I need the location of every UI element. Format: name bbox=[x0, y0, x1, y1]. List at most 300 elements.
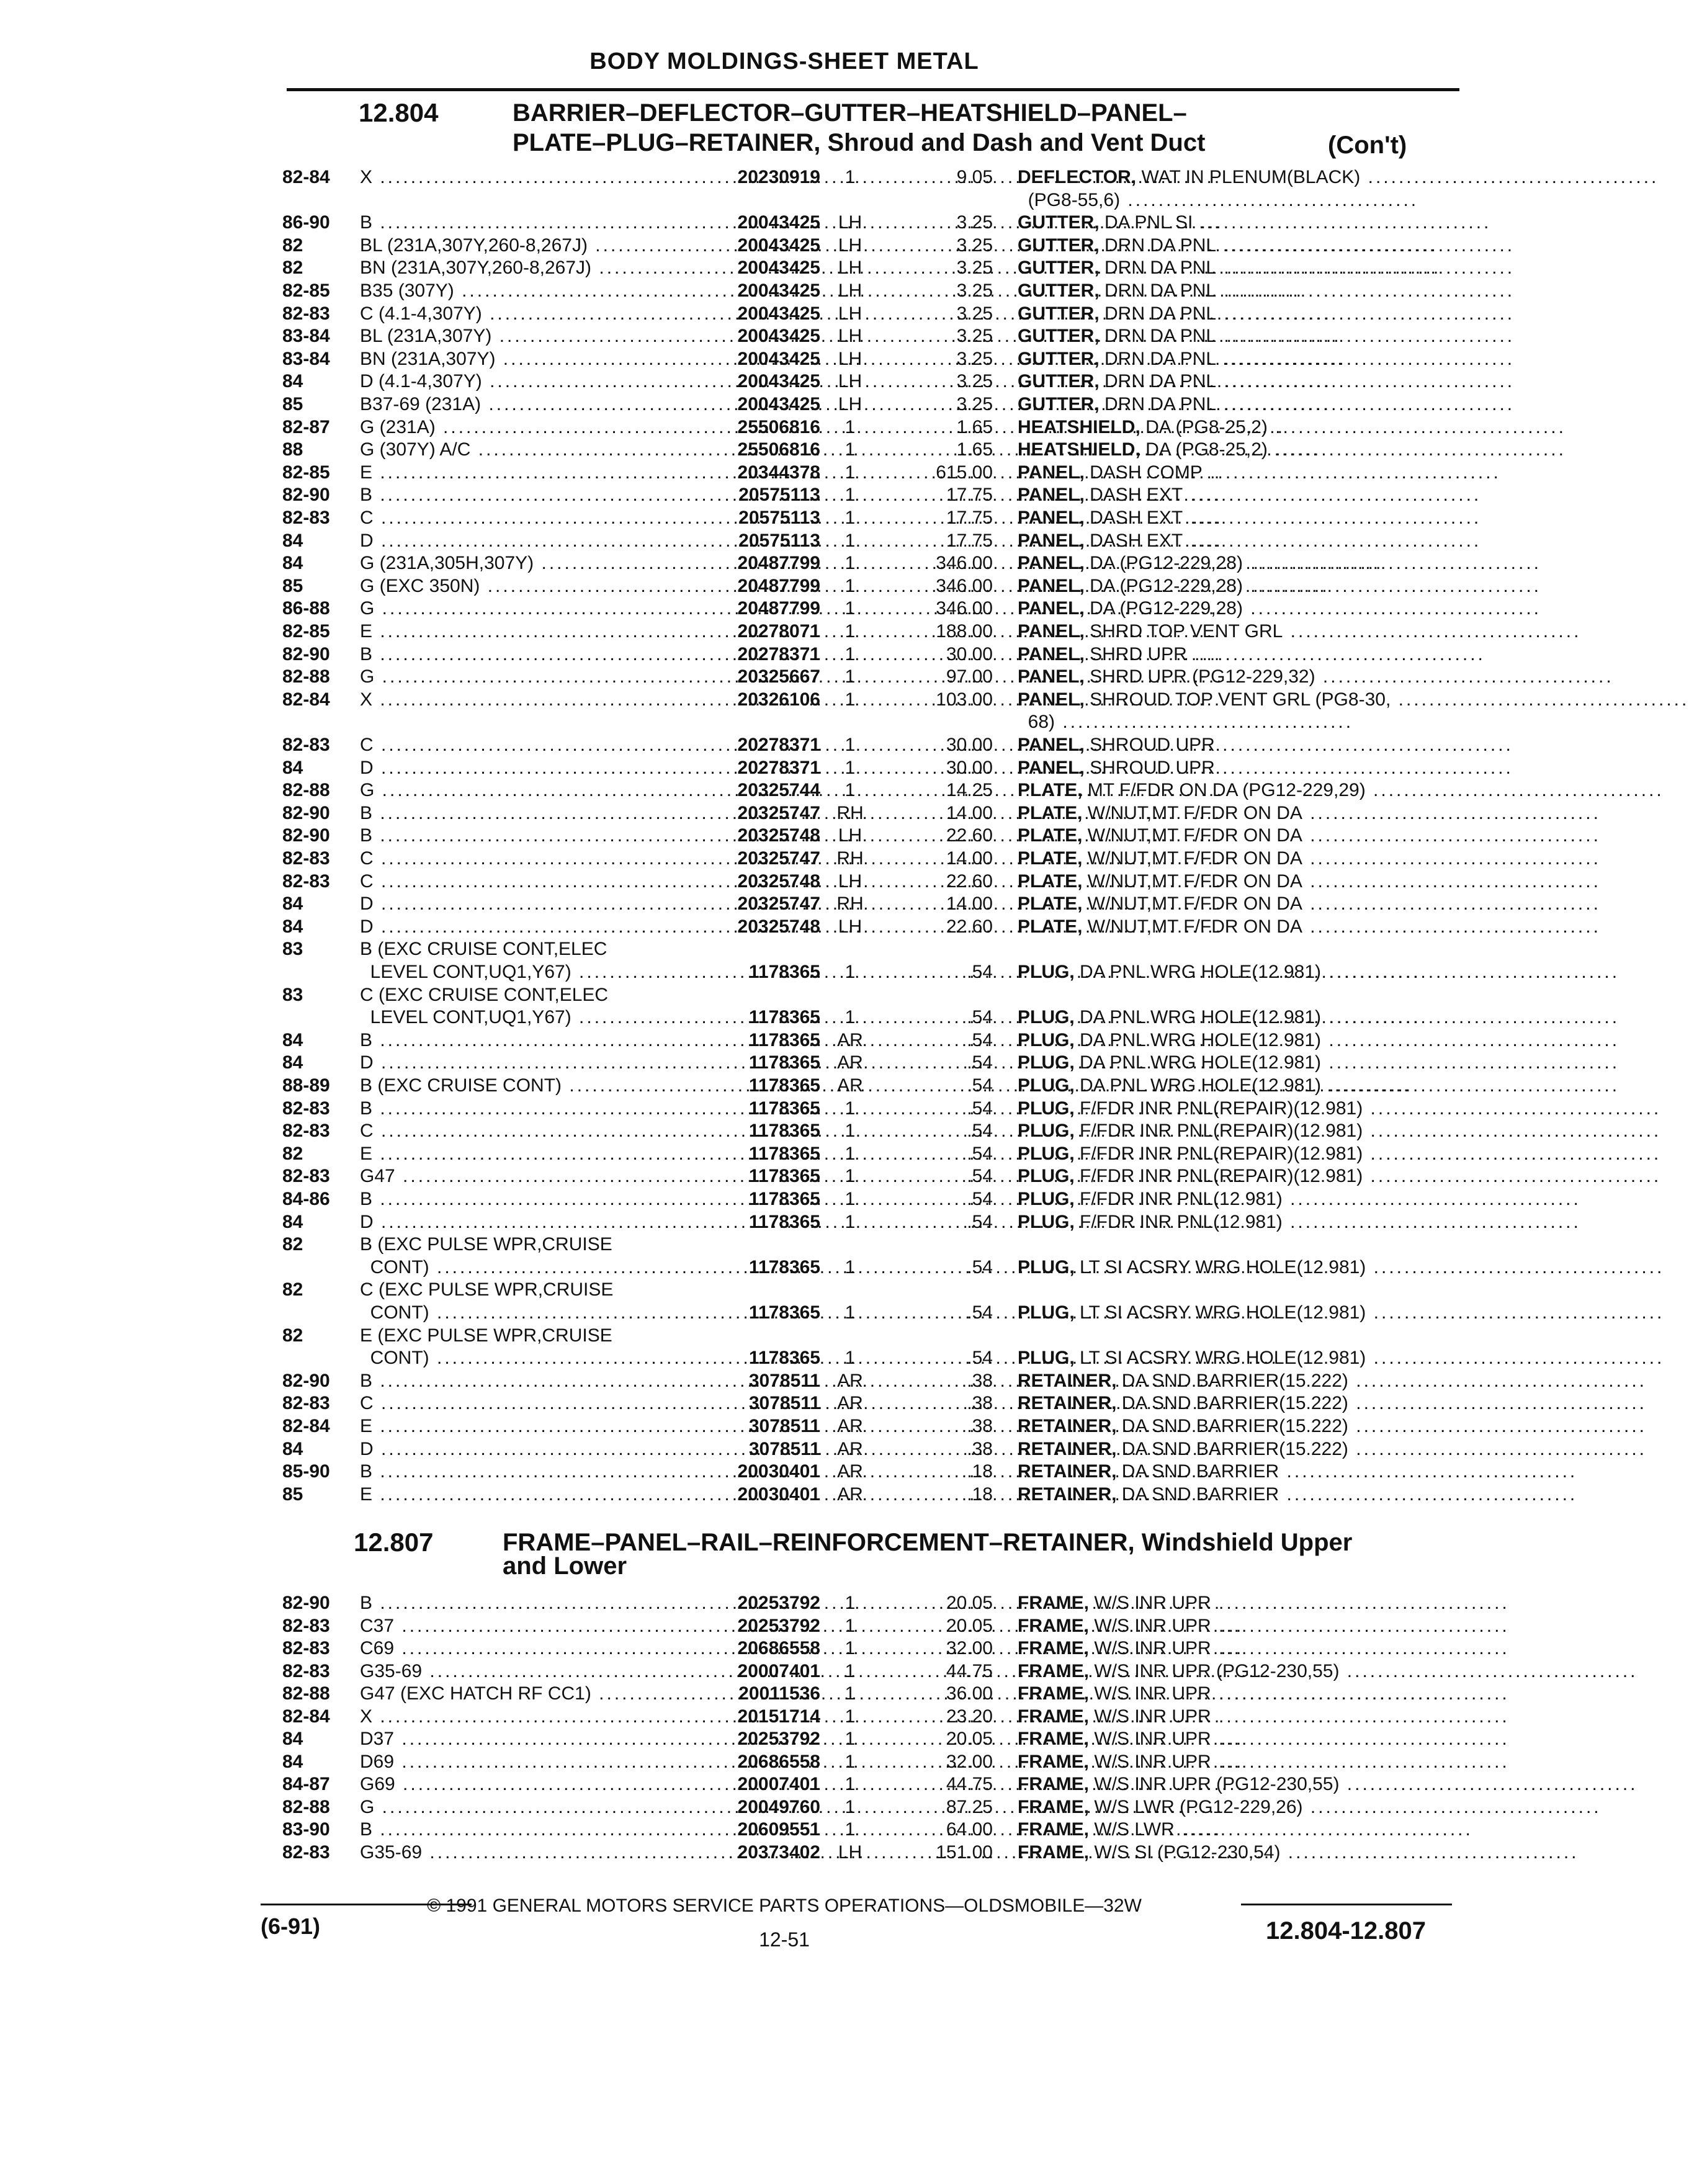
quantity: AR bbox=[837, 1075, 863, 1096]
table-row bbox=[0, 1325, 1569, 1347]
part-description bbox=[1018, 779, 1664, 802]
table-row bbox=[0, 530, 1569, 552]
part-number: 20686558 bbox=[737, 1638, 820, 1658]
part-detail: DA SND BARRIER bbox=[1116, 1461, 1279, 1482]
part-detail: F/FDR INR PNL(REPAIR)(12.981) bbox=[1074, 1166, 1363, 1187]
price: .38 bbox=[967, 1370, 993, 1391]
price: 3.25 bbox=[956, 280, 993, 301]
part-detail: F/FDR INR PNL(REPAIR)(12.981) bbox=[1074, 1143, 1363, 1164]
part-detail: W/S INR UPR bbox=[1089, 1751, 1211, 1772]
section-2-title-line1: FRAME–PANEL–RAIL–REINFORCEMENT–RETAINER, Windshield Upper bbox=[503, 1529, 1353, 1556]
leader-dots: ...................................... bbox=[1214, 757, 1513, 778]
price: 20.05 bbox=[946, 1593, 993, 1613]
price: 14.25 bbox=[946, 780, 993, 801]
part-description bbox=[1018, 1302, 1665, 1324]
model-code: LEVEL CONT,UQ1,Y67) ..... bbox=[360, 961, 683, 983]
part-name: FRAME, bbox=[1018, 1729, 1089, 1749]
table-row bbox=[0, 711, 1569, 733]
part-number: 1178365 bbox=[748, 1302, 820, 1323]
part-number: 20253792 bbox=[737, 1593, 820, 1613]
part-name: DEFLECTOR, bbox=[1018, 167, 1137, 187]
price: 22.60 bbox=[946, 870, 993, 892]
model-code: B ..... bbox=[360, 1370, 683, 1392]
part-name: RETAINER, bbox=[1018, 1370, 1117, 1391]
quantity: 1 bbox=[844, 439, 856, 460]
part-name: PLUG, bbox=[1018, 1121, 1075, 1142]
part-description bbox=[1018, 212, 1492, 234]
part-detail: DA SND BARRIER(15.222) bbox=[1116, 1370, 1348, 1391]
price: 3.25 bbox=[956, 303, 993, 324]
model-year: 82-88 bbox=[282, 780, 330, 801]
part-detail: DRN DA PNL bbox=[1099, 371, 1217, 392]
quantity: 1 bbox=[844, 780, 856, 801]
model-year: 86-90 bbox=[282, 212, 330, 233]
part-detail: F/FDR INR PNL(12.981) bbox=[1074, 1211, 1283, 1232]
model-code: G35-69 ..... bbox=[360, 1842, 683, 1864]
part-name: RETAINER, bbox=[1018, 1438, 1117, 1459]
quantity: AR bbox=[837, 1461, 863, 1482]
quantity: 1 bbox=[844, 530, 856, 551]
table-row bbox=[0, 1728, 1569, 1750]
leader-dots: ...................................... bbox=[1302, 916, 1601, 937]
leader-dots: ...................................... bbox=[1186, 643, 1485, 665]
part-detail: DA SND BARRIER(15.222) bbox=[1116, 1416, 1348, 1436]
leader-dots: ...................................... bbox=[1267, 439, 1566, 460]
leader-dots: ...................................... bbox=[1211, 1706, 1510, 1727]
quantity: 1 bbox=[844, 575, 856, 596]
part-name: PLATE, bbox=[1018, 780, 1083, 801]
leader-dots: ...................................... bbox=[1183, 485, 1482, 506]
part-number: 3078511 bbox=[748, 1438, 820, 1459]
model-code: D ..... bbox=[360, 1052, 683, 1074]
part-description bbox=[1018, 1415, 1647, 1438]
table-row bbox=[0, 779, 1664, 802]
quantity: 1 bbox=[844, 1729, 856, 1749]
quantity: 1 bbox=[844, 1302, 856, 1323]
model-year: 84 bbox=[282, 530, 303, 551]
part-detail: W/NUT,MT F/FDR ON DA bbox=[1082, 825, 1302, 846]
leader-dots: ...................................... bbox=[1348, 1416, 1647, 1436]
quantity: 1 bbox=[844, 1819, 856, 1840]
model-year: 82 bbox=[282, 1234, 303, 1255]
model-year: 82-83 bbox=[282, 1166, 330, 1187]
model-code: D ..... bbox=[360, 1438, 683, 1461]
part-detail: WAT IN PLENUM(BLACK) bbox=[1136, 167, 1361, 187]
price: 17.75 bbox=[946, 530, 993, 551]
quantity: 1 bbox=[844, 598, 856, 619]
model-code: D ..... bbox=[360, 757, 683, 779]
table-row bbox=[0, 212, 1569, 234]
quantity: 1 bbox=[844, 1166, 856, 1187]
table-row bbox=[0, 462, 1569, 484]
leader-dots: ...................................... bbox=[1242, 598, 1542, 619]
model-code: C ..... bbox=[360, 1392, 683, 1415]
model-code: E ..... bbox=[360, 1415, 683, 1438]
leader-dots: ...................................... bbox=[1183, 508, 1482, 528]
part-description bbox=[1018, 1751, 1510, 1773]
leader-dots: ...................................... bbox=[1302, 802, 1601, 823]
part-detail: LT SI ACSRY WRG HOLE(12.981) bbox=[1074, 1348, 1366, 1369]
model-year: 82 bbox=[282, 257, 303, 279]
leader-dots: ...................................... bbox=[1363, 1098, 1662, 1119]
part-number: 20043425 bbox=[737, 280, 820, 301]
part-description bbox=[1018, 1706, 1510, 1728]
table-row bbox=[0, 643, 1569, 666]
part-number: 3078511 bbox=[748, 1416, 820, 1436]
part-number: 20575113 bbox=[738, 485, 820, 506]
model-code: E ..... bbox=[360, 620, 683, 643]
part-number: 20373402 bbox=[737, 1842, 820, 1863]
model-code: G ..... bbox=[360, 597, 683, 620]
price: .38 bbox=[967, 1438, 993, 1459]
part-name: PLUG, bbox=[1018, 1211, 1075, 1232]
model-code: X ..... bbox=[360, 1706, 683, 1728]
model-year: 82-83 bbox=[282, 848, 330, 869]
model-code: B35 (307Y) ..... bbox=[360, 280, 683, 302]
price: 97.00 bbox=[946, 666, 993, 687]
part-number: 20043425 bbox=[737, 212, 820, 233]
quantity: 1 bbox=[844, 666, 856, 687]
part-description bbox=[1018, 1773, 1638, 1796]
leader-dots: ...................................... bbox=[1211, 1729, 1510, 1749]
part-description bbox=[1018, 870, 1601, 893]
table-row bbox=[0, 1052, 1620, 1074]
part-number: 20043425 bbox=[737, 235, 820, 256]
part-number: 20686558 bbox=[737, 1751, 820, 1772]
model-year: 83 bbox=[282, 939, 303, 960]
part-description bbox=[1018, 1728, 1510, 1750]
table-row bbox=[0, 303, 1569, 325]
model-year: 82-83 bbox=[282, 870, 330, 892]
table-row bbox=[0, 1842, 1579, 1864]
part-name: FRAME, bbox=[1018, 1796, 1089, 1817]
table-row bbox=[0, 1683, 1569, 1705]
table-row bbox=[0, 439, 1569, 461]
model-year: 84 bbox=[282, 371, 303, 392]
table-row bbox=[0, 1165, 1662, 1188]
price: .54 bbox=[967, 1052, 993, 1073]
model-code: B ..... bbox=[360, 802, 683, 825]
model-code: C ..... bbox=[360, 507, 683, 529]
table-row bbox=[0, 1615, 1569, 1637]
leader-dots: ...................................... bbox=[1216, 371, 1515, 392]
part-number: 20030401 bbox=[737, 1461, 820, 1482]
price: 3.25 bbox=[956, 257, 993, 279]
part-description bbox=[1018, 1075, 1620, 1097]
price: 3.25 bbox=[956, 348, 993, 369]
part-name: PLUG, bbox=[1018, 1052, 1075, 1073]
table-row bbox=[0, 1188, 1581, 1211]
part-detail: LT SI ACSRY WRG HOLE(12.981) bbox=[1074, 1302, 1366, 1323]
part-name: PLATE, bbox=[1018, 916, 1083, 937]
part-number: 1178365 bbox=[748, 1189, 820, 1209]
part-description bbox=[1018, 484, 1482, 506]
part-description bbox=[1018, 1660, 1638, 1683]
model-year: 82-88 bbox=[282, 1796, 330, 1817]
model-code: D ..... bbox=[360, 893, 683, 915]
part-name: PANEL, bbox=[1018, 666, 1085, 687]
part-description bbox=[1018, 1819, 1473, 1841]
part-detail: (PG8-55,6) bbox=[1018, 189, 1121, 210]
table-row bbox=[0, 597, 1569, 620]
model-year: 84 bbox=[282, 1029, 303, 1050]
table-row bbox=[0, 1120, 1662, 1142]
model-year: 84-87 bbox=[282, 1774, 330, 1794]
leader-dots: ...................................... bbox=[1279, 1461, 1578, 1482]
part-name: FRAME, bbox=[1018, 1638, 1089, 1658]
model-year: 82-90 bbox=[282, 643, 330, 665]
price: 32.00 bbox=[946, 1638, 993, 1658]
part-number: 20487799 bbox=[737, 575, 820, 596]
price: 346.00 bbox=[936, 575, 993, 596]
model-year: 82-85 bbox=[282, 621, 330, 642]
part-description bbox=[1018, 1098, 1662, 1120]
model-code: D ..... bbox=[360, 916, 683, 938]
part-description bbox=[1018, 1188, 1581, 1211]
quantity: 1 bbox=[844, 1256, 856, 1278]
part-name: PLUG, bbox=[1018, 1029, 1075, 1050]
model-code: B ..... bbox=[360, 1461, 683, 1483]
footer-section-range: 12.804-12.807 bbox=[1266, 1917, 1427, 1945]
part-detail: DRN DA PNL bbox=[1099, 235, 1217, 256]
part-name: PANEL, bbox=[1018, 757, 1085, 778]
part-number: 1178365 bbox=[748, 1166, 820, 1187]
part-description bbox=[1018, 507, 1482, 529]
table-row bbox=[0, 825, 1601, 847]
model-code: B37-69 (231A) ..... bbox=[360, 393, 683, 416]
model-code: CONT) ..... bbox=[360, 1302, 683, 1324]
running-head: BODY MOLDINGS-SHEET METAL bbox=[589, 48, 979, 74]
part-name: PLUG, bbox=[1018, 1348, 1075, 1369]
part-name: PANEL, bbox=[1018, 689, 1085, 710]
table-row bbox=[0, 166, 1659, 189]
leader-dots: ...................................... bbox=[1302, 848, 1601, 869]
quantity: 1 bbox=[844, 643, 856, 665]
part-number: 1178365 bbox=[748, 1007, 820, 1028]
leader-dots: ...................................... bbox=[1216, 257, 1515, 279]
part-name: PLUG, bbox=[1018, 1007, 1075, 1028]
part-name: RETAINER, bbox=[1018, 1461, 1117, 1482]
footer-date: (6-91) bbox=[261, 1913, 321, 1939]
leader-dots: ...................................... bbox=[1366, 1256, 1665, 1278]
leader-dots: ...................................... bbox=[1391, 689, 1689, 710]
model-code: G69 ..... bbox=[360, 1773, 683, 1796]
part-name: PANEL, bbox=[1018, 508, 1085, 528]
part-name: PANEL, bbox=[1018, 462, 1085, 483]
model-code: B ..... bbox=[360, 1098, 683, 1120]
part-detail: DA PNL WRG HOLE(12.981) bbox=[1074, 1007, 1322, 1028]
table-row bbox=[0, 484, 1569, 506]
model-code: D (4.1-4,307Y) ..... bbox=[360, 370, 683, 393]
part-detail: LT SI ACSRY WRG HOLE(12.981) bbox=[1074, 1256, 1366, 1278]
part-description bbox=[1018, 893, 1601, 915]
price: 3.25 bbox=[956, 326, 993, 347]
part-name: PLATE, bbox=[1018, 802, 1083, 823]
table-row bbox=[0, 984, 1569, 1006]
table-row bbox=[0, 393, 1569, 416]
quantity: 1 bbox=[844, 167, 856, 187]
model-year: 82-87 bbox=[282, 416, 330, 437]
part-name: GUTTER, bbox=[1018, 257, 1100, 279]
model-year: 83 bbox=[282, 984, 303, 1005]
part-number: 20326106 bbox=[737, 689, 820, 710]
leader-dots: ...................................... bbox=[1348, 1438, 1647, 1459]
model-code: G47 ..... bbox=[360, 1165, 683, 1188]
table-row bbox=[0, 348, 1569, 370]
part-name: PANEL, bbox=[1018, 735, 1085, 755]
part-number: 20007401 bbox=[737, 1774, 820, 1794]
part-description bbox=[1018, 1392, 1647, 1415]
part-detail: W/S INR UPR bbox=[1089, 1729, 1211, 1749]
price: 14.00 bbox=[946, 848, 993, 869]
part-name: FRAME, bbox=[1018, 1819, 1089, 1840]
part-detail: W/NUT,MT F/FDR ON DA bbox=[1082, 802, 1302, 823]
leader-dots: ...................................... bbox=[1339, 1774, 1638, 1794]
leader-dots: ...................................... bbox=[1348, 1393, 1647, 1414]
part-description bbox=[1018, 1592, 1510, 1614]
quantity: LH bbox=[838, 1842, 862, 1863]
price: 615.00 bbox=[936, 462, 993, 483]
model-code: BN (231A,307Y) ..... bbox=[360, 348, 683, 370]
model-year: 83-84 bbox=[282, 326, 330, 347]
part-detail: W/S INR UPR bbox=[1089, 1593, 1211, 1613]
table-row bbox=[0, 575, 1569, 597]
part-description bbox=[1018, 916, 1601, 938]
part-detail: DASH EXT bbox=[1084, 508, 1183, 528]
part-name: FRAME, bbox=[1018, 1615, 1089, 1636]
price: 30.00 bbox=[946, 643, 993, 665]
part-description bbox=[1018, 1143, 1662, 1165]
part-name: PLATE, bbox=[1018, 893, 1083, 915]
table-row bbox=[0, 370, 1569, 393]
price: .18 bbox=[967, 1461, 993, 1482]
model-year: 82-83 bbox=[282, 1842, 330, 1863]
part-description bbox=[1018, 1211, 1581, 1233]
price: .54 bbox=[967, 1075, 993, 1096]
part-number: 1178365 bbox=[748, 1075, 820, 1096]
leader-dots: ...................................... bbox=[1321, 1007, 1620, 1028]
leader-dots: ...................................... bbox=[1216, 394, 1515, 414]
quantity: AR bbox=[837, 1052, 863, 1073]
part-number: 1178365 bbox=[748, 1348, 820, 1369]
table-row bbox=[0, 325, 1569, 347]
table-row bbox=[0, 1347, 1665, 1369]
part-name: FRAME, bbox=[1018, 1842, 1089, 1863]
leader-dots: ...................................... bbox=[1211, 1593, 1510, 1613]
part-description bbox=[1018, 1006, 1620, 1029]
part-detail: W/NUT,MT F/FDR ON DA bbox=[1082, 848, 1302, 869]
part-name: FRAME, bbox=[1018, 1706, 1089, 1727]
part-description bbox=[1018, 1796, 1602, 1819]
part-detail: DRN DA PNL bbox=[1099, 326, 1217, 347]
table-row bbox=[0, 1279, 1569, 1301]
leader-dots: ...................................... bbox=[1315, 666, 1614, 687]
price: .38 bbox=[967, 1393, 993, 1414]
part-detail: W/S INR UPR (PG12-230,55) bbox=[1089, 1774, 1340, 1794]
leader-dots: ...................................... bbox=[1321, 1029, 1620, 1050]
price: 20.05 bbox=[946, 1615, 993, 1636]
model-year: 85 bbox=[282, 575, 303, 596]
model-code: B ..... bbox=[360, 1029, 683, 1052]
part-name: PLUG, bbox=[1018, 1098, 1075, 1119]
part-detail: DA (PG12-229,28) bbox=[1084, 553, 1243, 574]
model-code: CONT) ..... bbox=[360, 1256, 683, 1279]
part-description bbox=[1018, 189, 1464, 212]
leader-dots: ...................................... bbox=[1216, 280, 1515, 301]
leader-dots: ...................................... bbox=[1183, 530, 1482, 551]
table-row bbox=[0, 1415, 1647, 1438]
leader-dots: ...................................... bbox=[1302, 893, 1601, 915]
quantity: 1 bbox=[844, 1683, 856, 1704]
part-detail: SHRD UPR bbox=[1084, 643, 1187, 665]
price: 3.25 bbox=[956, 371, 993, 392]
table-row bbox=[0, 961, 1620, 983]
part-number: 20325667 bbox=[737, 666, 820, 687]
leader-dots: ...................................... bbox=[1363, 1166, 1662, 1187]
price: .54 bbox=[967, 1029, 993, 1050]
price: 3.25 bbox=[956, 394, 993, 414]
part-name: FRAME, bbox=[1018, 1660, 1089, 1681]
model-year: 82-90 bbox=[282, 825, 330, 846]
leader-dots: ...................................... bbox=[1216, 235, 1515, 256]
price: .54 bbox=[967, 1189, 993, 1209]
part-description bbox=[1018, 848, 1601, 870]
price: 9.05 bbox=[956, 167, 993, 187]
price: 30.00 bbox=[946, 735, 993, 755]
leader-dots: ...................................... bbox=[1280, 1842, 1579, 1863]
part-number: 20325748 bbox=[737, 825, 820, 846]
model-year: 82-90 bbox=[282, 1593, 330, 1613]
part-detail: DA (PG12-229,28) bbox=[1084, 575, 1243, 596]
part-number: 3078511 bbox=[748, 1393, 820, 1414]
quantity: 1 bbox=[844, 462, 856, 483]
part-description bbox=[1018, 166, 1659, 189]
part-number: 20487799 bbox=[737, 553, 820, 574]
model-code: B (EXC CRUISE CONT) ..... bbox=[360, 1075, 683, 1097]
model-year: 82-83 bbox=[282, 303, 330, 324]
quantity: 1 bbox=[844, 1751, 856, 1772]
model-code: B ..... bbox=[360, 1819, 683, 1841]
part-detail: SHROUD TOP VENT GRL (PG8-30, bbox=[1084, 689, 1391, 710]
quantity: 1 bbox=[844, 416, 856, 437]
quantity: RH bbox=[836, 848, 864, 869]
part-name: HEATSHIELD, bbox=[1018, 416, 1140, 437]
table-row bbox=[0, 620, 1582, 643]
price: 20.05 bbox=[946, 1729, 993, 1749]
part-detail: DA PNL WRG HOLE(12.981) bbox=[1074, 1029, 1322, 1050]
quantity: 1 bbox=[844, 1007, 856, 1028]
quantity: LH bbox=[838, 825, 862, 846]
model-year: 88 bbox=[282, 439, 303, 460]
part-name: GUTTER, bbox=[1018, 235, 1100, 256]
model-year: 82 bbox=[282, 1143, 303, 1164]
part-name: FRAME, bbox=[1018, 1593, 1089, 1613]
quantity: AR bbox=[837, 1029, 863, 1050]
part-name: FRAME, bbox=[1018, 1683, 1089, 1704]
part-name: GUTTER, bbox=[1018, 212, 1100, 233]
price: 32.00 bbox=[946, 1751, 993, 1772]
price: 22.60 bbox=[946, 825, 993, 846]
part-number: 20325747 bbox=[737, 802, 820, 823]
part-number: 1178365 bbox=[748, 1052, 820, 1073]
part-detail: DRN DA PNL bbox=[1099, 303, 1217, 324]
table-row bbox=[0, 848, 1601, 870]
leader-dots: ...................................... bbox=[1211, 1751, 1510, 1772]
model-code: B ..... bbox=[360, 1188, 683, 1211]
part-description bbox=[1018, 1484, 1578, 1506]
model-code: D69 ..... bbox=[360, 1751, 683, 1773]
quantity: LH bbox=[838, 371, 862, 392]
